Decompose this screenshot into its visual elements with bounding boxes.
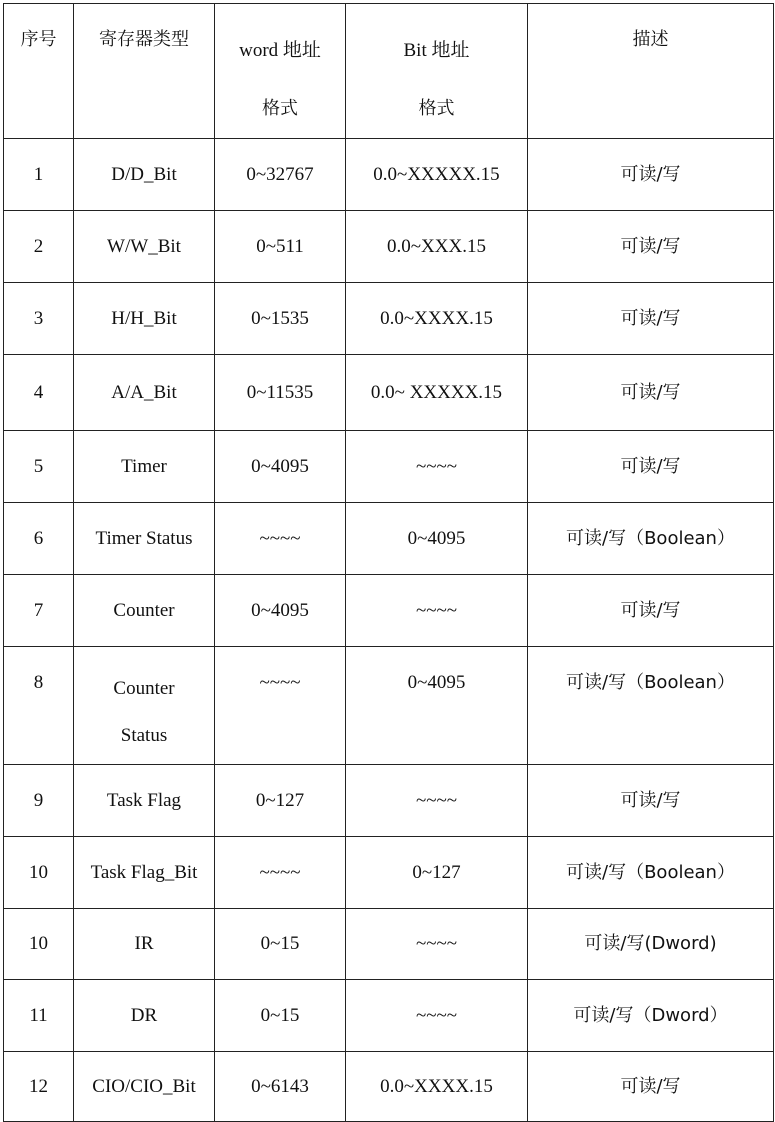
cell-word-range: ~~~~ [215, 647, 346, 765]
cell-register-type: H/H_Bit [74, 283, 215, 355]
header-index: 序号 [4, 4, 74, 139]
table-row [4, 503, 774, 575]
cell-index: 11 [4, 980, 74, 1052]
cell-register-type: Task Flag_Bit [74, 837, 215, 909]
cell-word-range: 0~15 [215, 909, 346, 980]
header-bit-format-line1: Bit 地址 [403, 40, 470, 61]
cell-index: 4 [4, 355, 74, 431]
cell-bit-range: 0~4095 [346, 647, 528, 765]
table-row [4, 139, 774, 211]
table-row [4, 283, 774, 355]
table-row [4, 355, 774, 431]
cell-index: 1 [4, 139, 74, 211]
cell-description: 可读/写（Boolean） [528, 503, 774, 575]
cell-description: 可读/写（Boolean） [528, 837, 774, 909]
cell-bit-range: 0.0~XXXX.15 [346, 283, 528, 355]
table-row [4, 909, 774, 980]
header-word-format-line2: 格式 [262, 98, 298, 119]
cell-bit-range: 0.0~XXX.15 [346, 211, 528, 283]
cell-bit-range: 0~127 [346, 837, 528, 909]
cell-bit-range: 0.0~XXXX.15 [346, 1052, 528, 1122]
cell-description: 可读/写 [528, 283, 774, 355]
cell-register-type: Counter [74, 575, 215, 647]
cell-word-range: 0~4095 [215, 431, 346, 503]
cell-index: 12 [4, 1052, 74, 1122]
cell-index: 10 [4, 909, 74, 980]
cell-description: 可读/写 [528, 765, 774, 837]
cell-bit-range: 0.0~XXXXX.15 [346, 139, 528, 211]
header-description: 描述 [528, 4, 774, 139]
cell-register-type [74, 647, 215, 765]
cell-index: 6 [4, 503, 74, 575]
cell-index: 7 [4, 575, 74, 647]
cell-bit-range: 0~4095 [346, 503, 528, 575]
cell-register-type: D/D_Bit [74, 139, 215, 211]
cell-bit-range: 0.0~ XXXXX.15 [346, 355, 528, 431]
header-bit-format-line2: 格式 [418, 98, 455, 119]
table-row [4, 431, 774, 503]
cell-word-range: ~~~~ [215, 837, 346, 909]
cell-index: 5 [4, 431, 74, 503]
cell-register-type: CIO/CIO_Bit [74, 1052, 215, 1122]
cell-word-range: 0~511 [215, 211, 346, 283]
cell-index: 2 [4, 211, 74, 283]
cell-word-range: 0~1535 [215, 283, 346, 355]
header-register-type: 寄存器类型 [74, 4, 215, 139]
header-word-format-line1: word 地址 [239, 40, 321, 61]
table-row [4, 1052, 774, 1122]
cell-register-type: DR [74, 980, 215, 1052]
cell-register-type: IR [74, 909, 215, 980]
cell-register-type: W/W_Bit [74, 211, 215, 283]
cell-description: 可读/写 [528, 431, 774, 503]
cell-word-range: ~~~~ [215, 503, 346, 575]
header-row [4, 4, 774, 139]
cell-register-type: Timer [74, 431, 215, 503]
table-row [4, 837, 774, 909]
cell-word-range: 0~15 [215, 980, 346, 1052]
table-row [4, 647, 774, 765]
cell-description: 可读/写（Boolean） [528, 647, 774, 765]
cell-word-range: 0~127 [215, 765, 346, 837]
cell-description: 可读/写 [528, 139, 774, 211]
table-row [4, 575, 774, 647]
cell-register-type-line1: Counter [113, 678, 175, 699]
register-table [3, 3, 774, 1122]
cell-bit-range: ~~~~ [346, 909, 528, 980]
cell-description: 可读/写 [528, 211, 774, 283]
cell-description: 可读/写 [528, 355, 774, 431]
cell-word-range: 0~32767 [215, 139, 346, 211]
cell-word-range: 0~11535 [215, 355, 346, 431]
cell-register-type: A/A_Bit [74, 355, 215, 431]
cell-index: 9 [4, 765, 74, 837]
cell-index: 10 [4, 837, 74, 909]
cell-description: 可读/写（Dword） [528, 980, 774, 1052]
cell-description: 可读/写 [528, 575, 774, 647]
cell-bit-range: ~~~~ [346, 575, 528, 647]
header-word-format [215, 4, 346, 139]
table-row [4, 980, 774, 1052]
table-row [4, 211, 774, 283]
cell-register-type: Task Flag [74, 765, 215, 837]
cell-bit-range: ~~~~ [346, 765, 528, 837]
cell-bit-range: ~~~~ [346, 980, 528, 1052]
cell-word-range: 0~6143 [215, 1052, 346, 1122]
cell-description: 可读/写(Dword) [528, 909, 774, 980]
cell-word-range: 0~4095 [215, 575, 346, 647]
cell-index: 3 [4, 283, 74, 355]
cell-register-type: Timer Status [74, 503, 215, 575]
header-bit-format [346, 4, 528, 139]
cell-description: 可读/写 [528, 1052, 774, 1122]
table-row [4, 765, 774, 837]
cell-index: 8 [4, 647, 74, 765]
cell-register-type-line2: Status [120, 725, 168, 746]
cell-bit-range: ~~~~ [346, 431, 528, 503]
